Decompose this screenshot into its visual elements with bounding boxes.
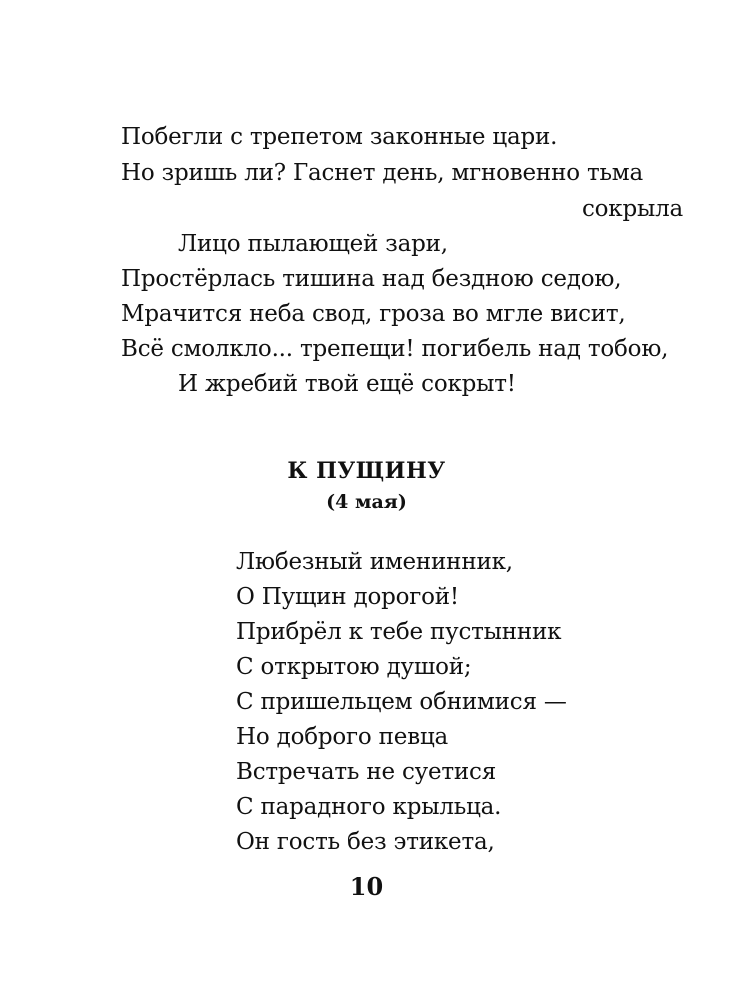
verse-line: С парадного крыльца. [236, 794, 502, 820]
verse-line: Побегли с трепетом законные цари. [121, 124, 558, 150]
verse-line: Прибрёл к тебе пустынник [236, 619, 562, 645]
verse-line: О Пущин дорогой! [236, 584, 459, 610]
verse-line: С открытою душой; [236, 654, 472, 680]
verse-line: Но зришь ли? Гаснет день, мгновенно тьма [121, 160, 643, 186]
verse-line: Мрачится неба свод, гроза во мгле висит, [121, 301, 626, 327]
poem-subtitle: (4 мая) [326, 491, 407, 513]
verse-line-continuation: сокрыла [581, 196, 683, 222]
verse-line: Он гость без этикета, [236, 829, 495, 855]
poem-title: К ПУЩИНУ [287, 458, 446, 484]
verse-line: Любезный именинник, [236, 549, 513, 575]
verse-line: Всё смолкло... трепещи! погибель над тобою, [121, 336, 669, 362]
verse-line: С пришельцем обнимися — [236, 689, 567, 715]
verse-line: Простёрлась тишина над бездною седою, [121, 266, 622, 292]
verse-line: Лицо пылающей зари, [178, 231, 448, 257]
page-number: 10 [349, 872, 384, 901]
verse-line: Встречать не суетися [236, 759, 497, 785]
verse-line: И жребий твой ещё сокрыт! [178, 371, 516, 397]
verse-line: Но доброго певца [236, 724, 449, 750]
